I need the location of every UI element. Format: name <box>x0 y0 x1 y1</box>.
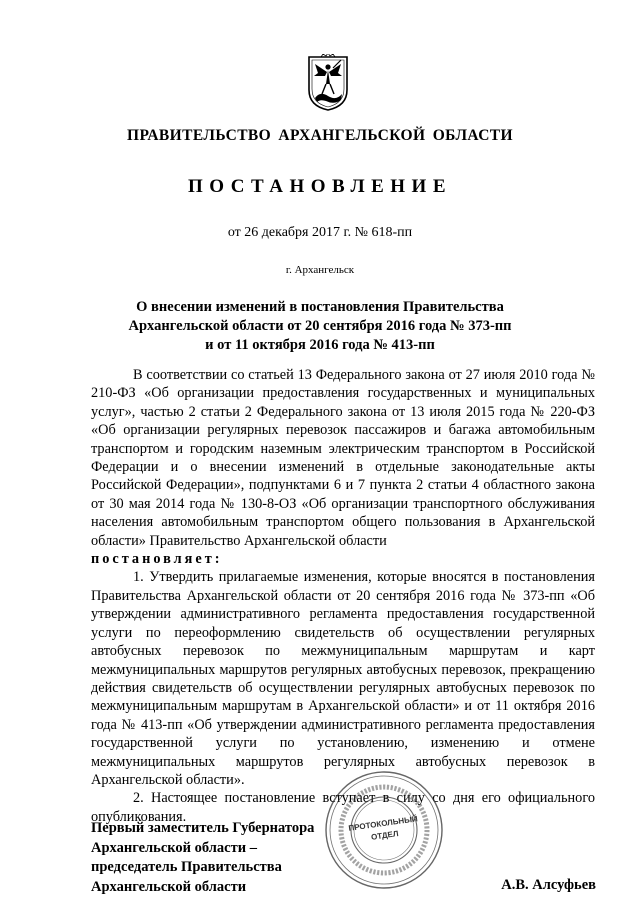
preamble-paragraph: В соответствии со статьей 13 Федерального закона от 27 июля 2010 года № 210-ФЗ «Об организации предоставления государственных и муниципальных услуг», частью 2 статьи 2 Федерального закона от 13 июля 2015 года № 220-ФЗ «Об организации регулярных перевозок пассажиров и багажа автомобильным транспортом и городским наземным электрическим транспортом в Российской Федерации и о внесении изменений в отдельные законодательные акты Российской Федерации», подпунктами 6 и 7 пункта 2 статьи 4 областного закона от 30 мая 2014 года № 130-8-ОЗ «Об организации транспортного обслуживания населения автомобильным транспортом общего пользования в Архангельской области» Правительство Архангельской области <box>91 367 595 549</box>
document-subject <box>0 298 640 355</box>
document-place: г. Архангельск <box>285 264 355 276</box>
signatory-title-line: Архангельской области <box>91 878 247 895</box>
signatory-name: А.В. Алсуфьев <box>501 877 596 893</box>
item-1-paragraph: 1. Утвердить прилагаемые изменения, которые вносятся в постановления Правительства Архангельской области от 20 сентября 2016 года № 373-пп «Об утверждении административного регламента предоставления государственной услуги по переоформлению свидетельств об осуществлении регулярных автобусных перевозок по межмуниципальным маршрутам и карт межмуниципальных маршрутов регулярных автобусных перевозок, прекращению действия свидетельств об осуществлении регулярных автобусных перевозок по межмуниципальным маршрутам в Архангельской области» и от 11 октября 2016 года № 413-пп «Об утверждении административного регламента предоставления государственной услуги по установлению, изменению и отмене межмуниципальных маршрутов регулярных автобусных перевозок в Архангельской области». <box>91 569 595 788</box>
document-body <box>91 366 595 826</box>
signatory-title-line: председатель Правительства <box>91 859 282 875</box>
item-2-paragraph: 2. Настоящее постановление вступает в силу со дня его официального опубликования. <box>91 790 595 825</box>
subject-line: и от 11 октября 2016 года № 413-пп <box>205 337 435 353</box>
official-stamp <box>322 768 446 892</box>
document-date-number: от 26 декабря 2017 г. № 618-пп <box>227 225 413 240</box>
signatory-title-line: Первый заместитель Губернатора <box>91 820 315 836</box>
subject-line: Архангельской области от 20 сентября 2016 года № 373-пп <box>128 318 512 334</box>
stamp-center-text-1: ПРОТОКОЛЬНЫЙ <box>347 814 419 833</box>
stamp-center-text-2: ОТДЕЛ <box>370 829 400 842</box>
decree-word <box>91 550 595 568</box>
organization-title: ПРАВИТЕЛЬСТВО АРХАНГЕЛЬСКОЙ ОБЛАСТИ <box>126 127 513 144</box>
signatory-title-line: Архангельской области – <box>91 839 257 856</box>
decree-word-text: постановляет: <box>91 551 223 568</box>
signatory-title <box>91 819 314 897</box>
document-type: ПОСТАНОВЛЕНИЕ <box>187 176 453 197</box>
subject-line: О внесении изменений в постановления Правительства <box>136 299 504 315</box>
arkhangelsk-coat-of-arms-icon <box>306 54 350 112</box>
